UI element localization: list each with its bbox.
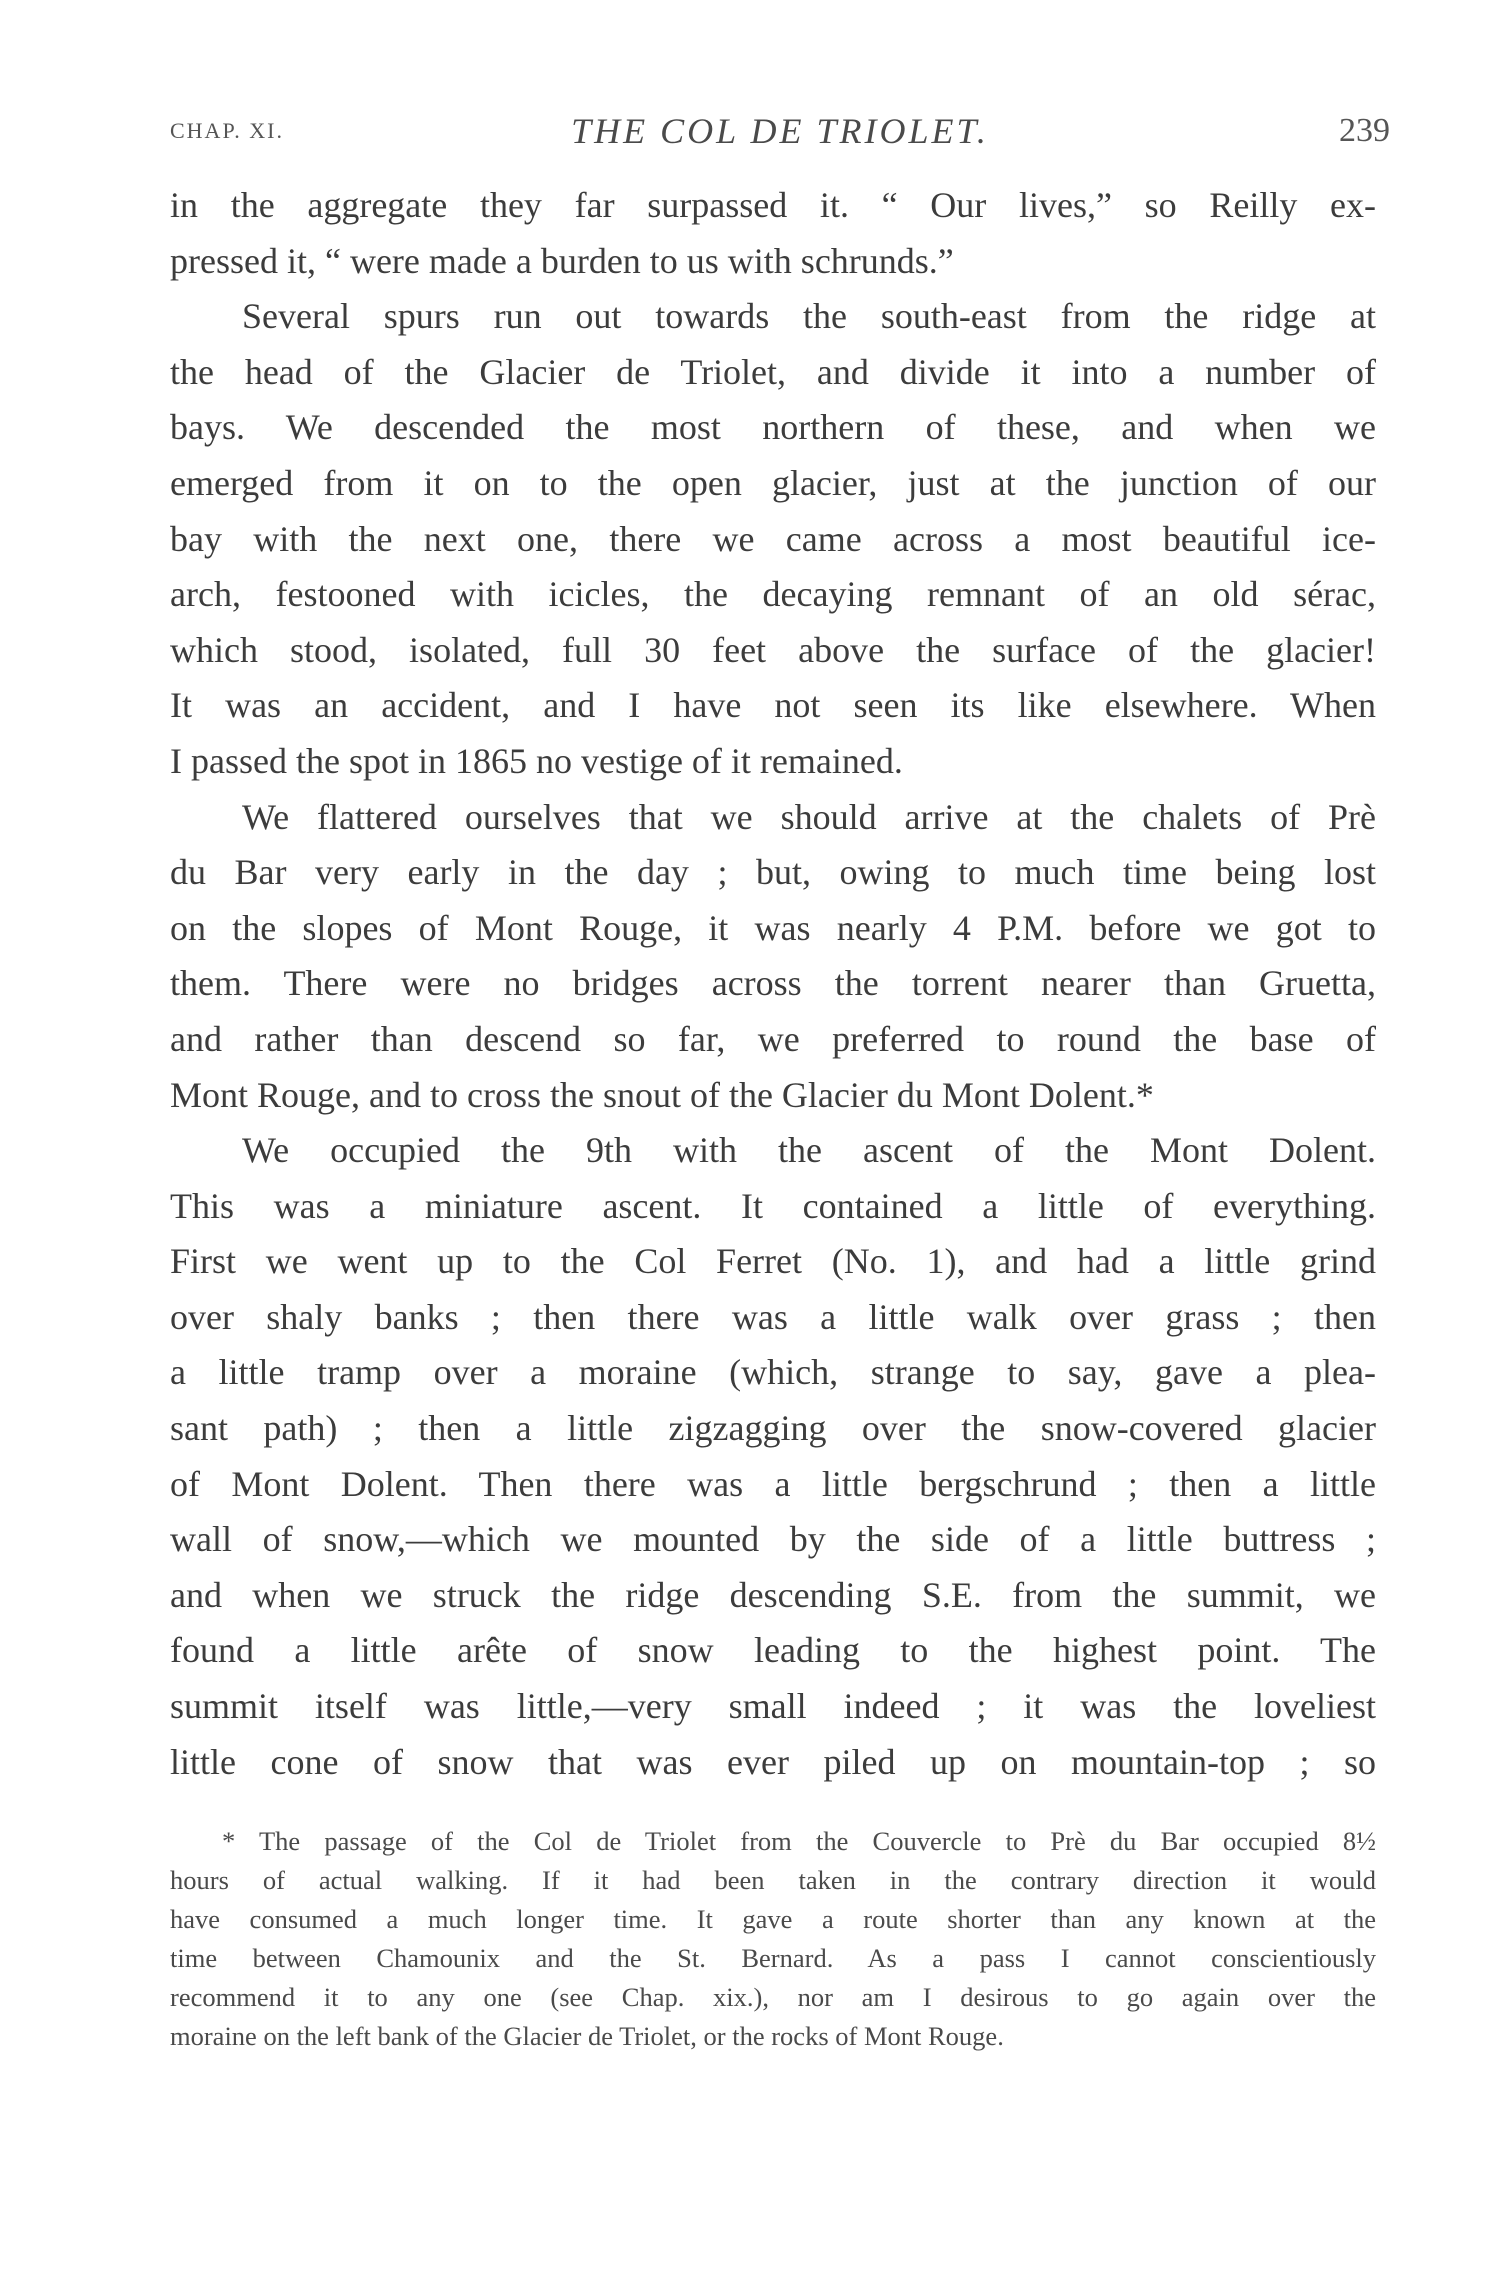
- text-line: bay with the next one, there we came across a most beautiful ice-: [170, 518, 1376, 559]
- running-title: THE COL DE TRIOLET.: [571, 111, 989, 151]
- text-line: We flattered ourselves that we should arrive at the chalets of Prè: [242, 796, 1376, 837]
- text-line: wall of snow,—which we mounted by the side of a little buttress ;: [170, 1519, 1376, 1560]
- text-line: First we went up to the Col Ferret (No. 1), and had a little grind: [170, 1241, 1376, 1282]
- text-line: and when we struck the ridge descending S.E. from the summit, we: [170, 1574, 1376, 1615]
- text-line: them. There were no bridges across the torrent nearer than Gruetta,: [170, 963, 1376, 1004]
- text-line: We occupied the 9th with the ascent of the Mont Dolent.: [242, 1130, 1376, 1171]
- text-line: pressed it, “ were made a burden to us with schrunds.”: [170, 240, 954, 281]
- text-line: Several spurs run out towards the south-east from the ridge at: [242, 296, 1376, 337]
- footnote-line: recommend it to any one (see Chap. xix.), nor am I desirous to go again over the: [170, 1982, 1376, 2012]
- text-line: over shaly banks ; then there was a little walk over grass ; then: [170, 1296, 1376, 1337]
- text-line: a little tramp over a moraine (which, strange to say, gave a plea-: [170, 1352, 1376, 1393]
- text-line: on the slopes of Mont Rouge, it was nearly 4 P.M. before we got to: [170, 907, 1376, 948]
- text-line: of Mont Dolent. Then there was a little bergschrund ; then a little: [170, 1463, 1376, 1504]
- text-line: This was a miniature ascent. It contained a little of everything.: [170, 1185, 1376, 1226]
- footnote-line: moraine on the left bank of the Glacier de Triolet, or the rocks of Mont Rouge.: [170, 2021, 1004, 2051]
- text-line: Mont Rouge, and to cross the snout of the Glacier du Mont Dolent.*: [170, 1074, 1154, 1115]
- text-line: the head of the Glacier de Triolet, and divide it into a number of: [170, 351, 1376, 392]
- text-line: du Bar very early in the day ; but, owing to much time being lost: [170, 852, 1376, 893]
- text-line: in the aggregate they far surpassed it. “ Our lives,” so Reilly ex-: [170, 185, 1376, 225]
- body-text: [170, 178, 1376, 1790]
- footnote-line: * The passage of the Col de Triolet from the Couvercle to Prè du Bar occupied 8½: [222, 1826, 1376, 1856]
- text-line: arch, festooned with icicles, the decaying remnant of an old sérac,: [170, 574, 1376, 615]
- chapter-label: CHAP. XI.: [170, 118, 284, 143]
- text-line: summit itself was little,—very small indeed ; it was the loveliest: [170, 1686, 1376, 1727]
- text-line: It was an accident, and I have not seen its like elsewhere. When: [170, 685, 1376, 726]
- footnote-line: have consumed a much longer time. It gave a route shorter than any known at the: [170, 1904, 1376, 1934]
- text-line: I passed the spot in 1865 no vestige of it remained.: [170, 740, 903, 781]
- text-line: little cone of snow that was ever piled up on mountain-top ; so: [170, 1741, 1376, 1782]
- footnote: [170, 1822, 1376, 2056]
- text-line: found a little arête of snow leading to the highest point. The: [170, 1630, 1376, 1671]
- text-line: sant path) ; then a little zigzagging over the snow-covered glacier: [170, 1408, 1376, 1449]
- text-line: emerged from it on to the open glacier, just at the junction of our: [170, 462, 1376, 503]
- footnote-line: time between Chamounix and the St. Bernard. As a pass I cannot conscientiously: [170, 1943, 1376, 1973]
- text-line: and rather than descend so far, we preferred to round the base of: [170, 1018, 1376, 1059]
- text-line: bays. We descended the most northern of these, and when we: [170, 407, 1376, 448]
- running-header: [170, 106, 1390, 156]
- text-line: which stood, isolated, full 30 feet above the surface of the glacier!: [170, 629, 1376, 670]
- footnote-line: hours of actual walking. If it had been taken in the contrary direction it would: [170, 1865, 1376, 1895]
- page-number: 239: [1339, 112, 1390, 149]
